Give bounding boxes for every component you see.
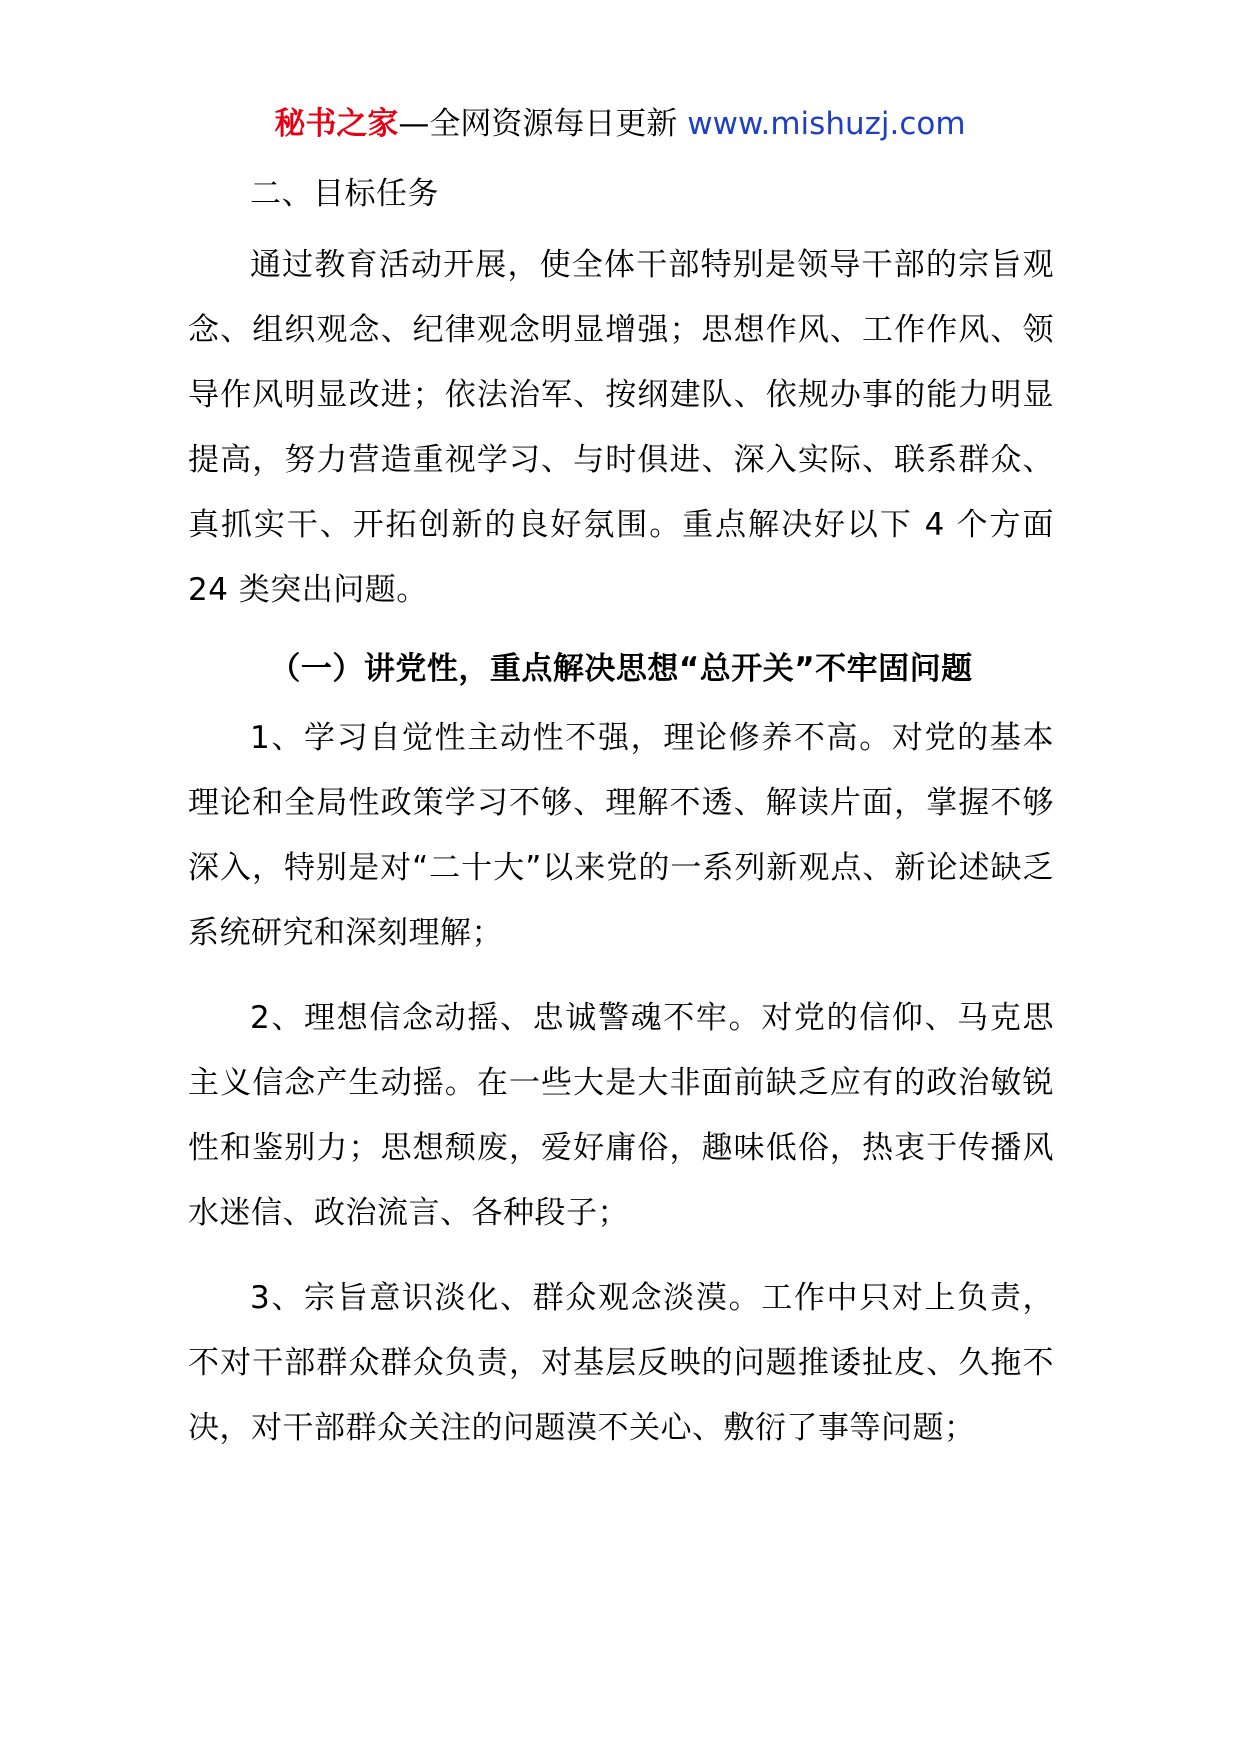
page-header	[0, 102, 1240, 146]
header-url-link[interactable]: www.mishuzj.com	[687, 106, 966, 142]
intro-paragraph: 通过教育活动开展，使全体干部特别是领导干部的宗旨观念、组织观念、纪律观念明显增强；思想作风、工作作风、领导作风明显改进；依法治军、按纲建队、依规办事的能力明显提高，努力营造重视学习、与时俱进、深入实际、联系群众、真抓实干、开拓创新的良好氛围。重点解决好以下 4 个方面 24 类突出问题。	[188, 247, 1054, 608]
list-item: 2、理想信念动摇、忠诚警魂不牢。对党的信仰、马克思主义信念产生动摇。在一些大是大非面前缺乏应有的政治敏锐性和鉴别力；思想颓废，爱好庸俗，趣味低俗，热衷于传播风水迷信、政治流言、各种段子；	[188, 1000, 1054, 1231]
subheading: （一）讲党性，重点解决思想“总开关”不牢固问题	[269, 651, 973, 687]
list-item: 3、宗旨意识淡化、群众观念淡漠。工作中只对上负责，不对干部群众群众负责，对基层反映的问题推诿扯皮、久拖不决，对干部群众关注的问题漠不关心、敷衍了事等问题；	[188, 1280, 1054, 1446]
section-title: 二、目标任务	[250, 176, 439, 212]
brand-name: 秘书之家	[274, 106, 399, 142]
document-body	[188, 162, 1054, 1481]
list-item: 1、学习自觉性主动性不强，理论修养不高。对党的基本理论和全局性政策学习不够、理解不透、解读片面，掌握不够深入，特别是对“二十大”以来党的一系列新观点、新论述缺乏系统研究和深刻理解；	[188, 720, 1054, 951]
header-slogan: —全网资源每日更新	[398, 106, 688, 142]
